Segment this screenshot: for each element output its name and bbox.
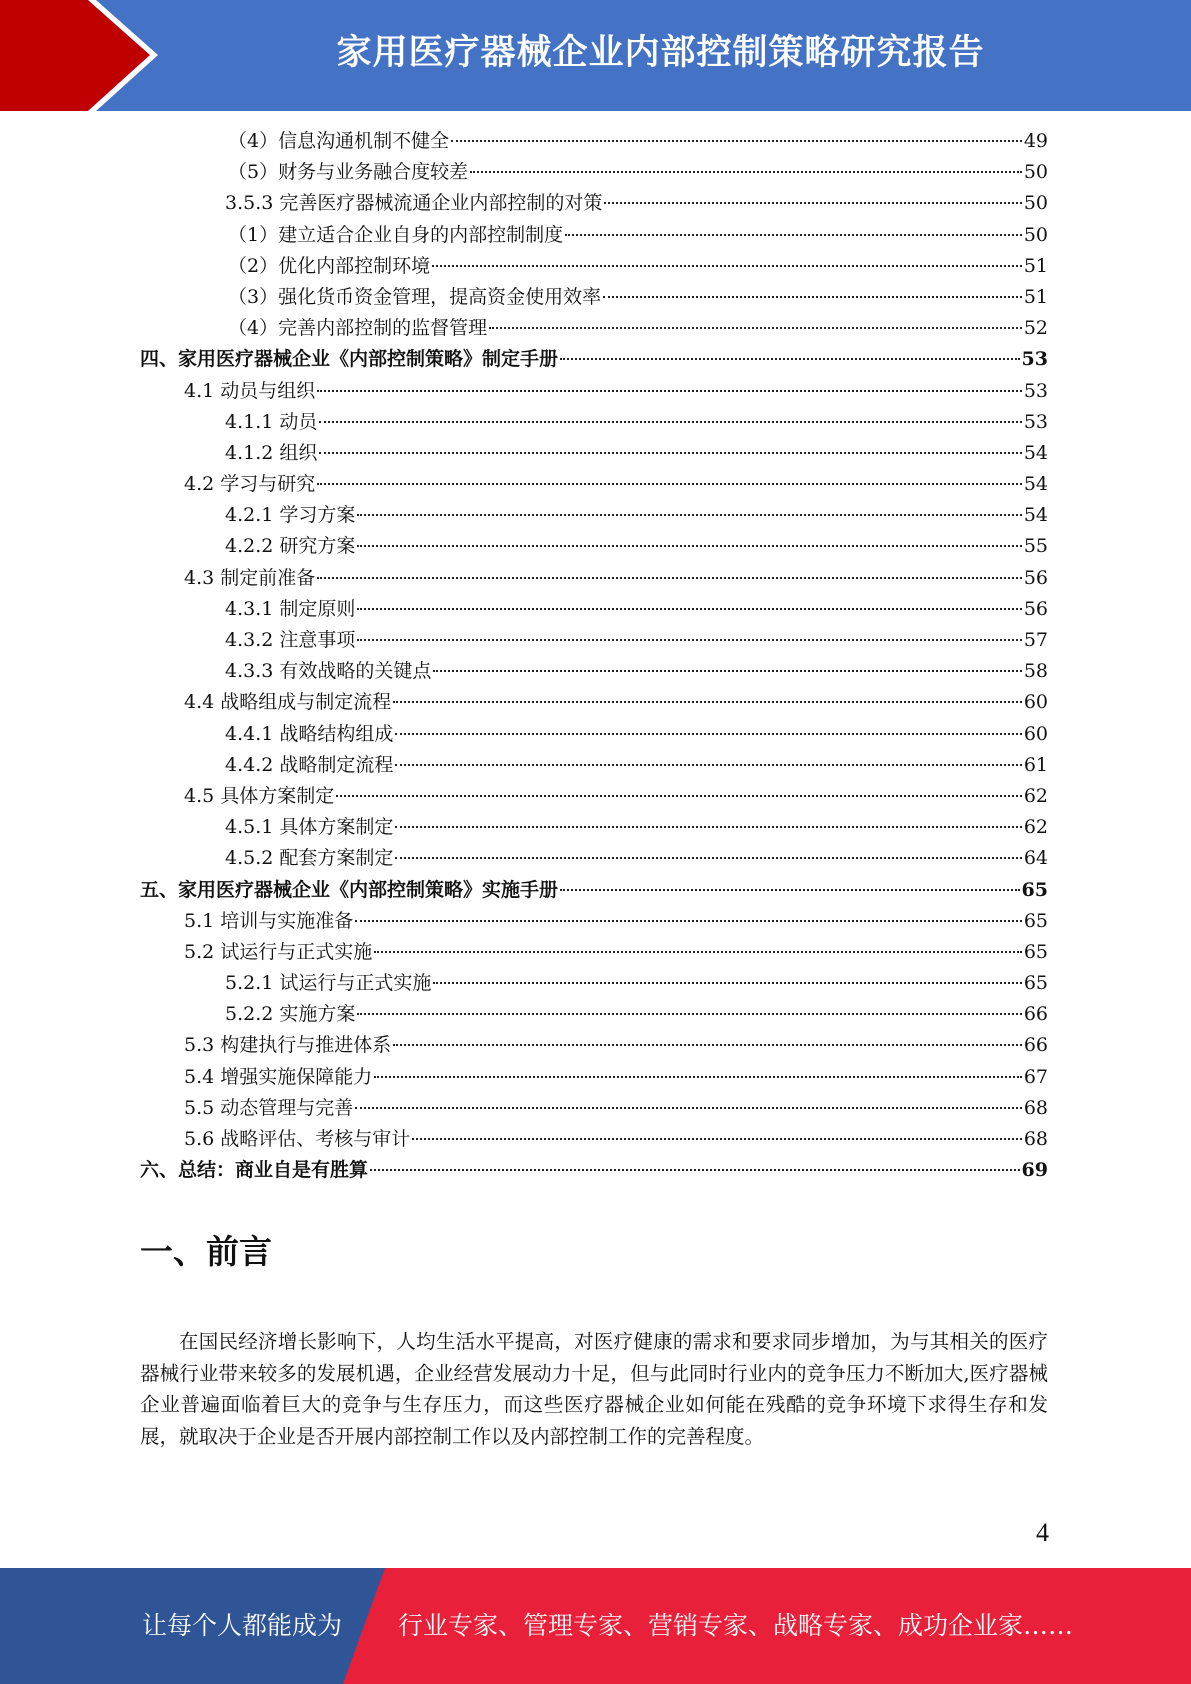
toc-entry-page: 68 — [1023, 1096, 1048, 1119]
toc-dot-leader — [395, 764, 1021, 766]
toc-entry-title: 六、总结：商业自是有胜算 — [140, 1159, 369, 1182]
intro-paragraph: 在国民经济增长影响下，人均生活水平提高，对医疗健康的需求和要求同步增加，为与其相关的医疗器械行业带来较多的发展机遇，企业经营发展动力十足，但与此同时行业内的竞争压力不断加大,医疗器械企业普遍面临着巨大的竞争与生存压力，而这些医疗器械企业如何能在残酷的竞争环境下求得生存和发展，就取决于企业是否开展内部控制工作以及内部控制工作的完善程度。 — [140, 1330, 1048, 1448]
toc-entry-title: 5.5 动态管理与完善 — [184, 1096, 354, 1119]
toc-entry-page: 69 — [1021, 1159, 1048, 1182]
toc-entry-page: 62 — [1023, 784, 1048, 807]
toc-entry-title: 5.3 构建执行与推进体系 — [184, 1034, 392, 1057]
toc-entry[interactable] — [140, 1062, 1048, 1093]
toc-entry-title: （2）优化内部控制环境 — [228, 254, 431, 277]
toc-entry[interactable] — [140, 438, 1048, 469]
toc-entry[interactable] — [140, 376, 1048, 407]
toc-dot-leader — [395, 826, 1021, 828]
toc-entry-title: 4.1 动员与组织 — [184, 379, 316, 402]
toc-dot-leader — [357, 639, 1021, 641]
toc-entry[interactable] — [140, 220, 1048, 251]
toc-dot-leader — [433, 670, 1021, 672]
page-footer — [0, 1568, 1191, 1684]
toc-entry[interactable] — [140, 594, 1048, 625]
table-of-contents — [140, 126, 1048, 1186]
toc-entry[interactable] — [140, 906, 1048, 937]
toc-dot-leader — [357, 545, 1021, 547]
toc-entry[interactable] — [140, 781, 1048, 812]
section-heading: 一、前言 — [140, 1232, 272, 1271]
toc-entry-title: 五、家用医疗器械企业《内部控制策略》实施手册 — [140, 878, 559, 901]
toc-dot-leader — [560, 358, 1020, 360]
toc-dot-leader — [565, 234, 1022, 236]
toc-entry[interactable] — [140, 313, 1048, 344]
toc-dot-leader — [355, 920, 1022, 922]
toc-entry-title: 5.2 试运行与正式实施 — [184, 940, 373, 963]
toc-entry[interactable] — [140, 656, 1048, 687]
toc-entry[interactable] — [140, 126, 1048, 157]
toc-entry-page: 57 — [1023, 629, 1048, 651]
footer-slogan-left: 让每个人都能成为 — [142, 1611, 343, 1640]
toc-entry-title: 4.2.2 研究方案 — [225, 535, 356, 558]
footer-slogan-right: 行业专家、管理专家、营销专家、战略专家、成功企业家…… — [398, 1611, 1074, 1640]
toc-dot-leader — [336, 795, 1022, 797]
toc-dot-leader — [357, 514, 1021, 516]
toc-entry-title: 5.6 战略评估、考核与审计 — [184, 1128, 411, 1150]
toc-entry-page: 66 — [1023, 1003, 1048, 1026]
toc-dot-leader — [560, 889, 1020, 891]
toc-entry-title: （4）完善内部控制的监督管理 — [228, 317, 488, 340]
toc-entry-title: 4.4.2 战略制定流程 — [225, 753, 394, 776]
toc-entry-title: 5.2.1 试运行与正式实施 — [225, 972, 432, 995]
toc-dot-leader — [451, 140, 1022, 142]
toc-dot-leader — [374, 951, 1022, 953]
toc-entry[interactable] — [140, 188, 1048, 219]
toc-entry-page: 66 — [1023, 1034, 1048, 1057]
toc-entry-page: 62 — [1023, 816, 1048, 839]
toc-entry[interactable] — [140, 251, 1048, 282]
toc-dot-leader — [604, 202, 1021, 204]
toc-dot-leader — [412, 1138, 1022, 1140]
toc-entry-title: 四、家用医疗器械企业《内部控制策略》制定手册 — [140, 348, 559, 371]
page-number: 4 — [1036, 1518, 1049, 1547]
toc-entry[interactable] — [140, 875, 1048, 906]
toc-entry-page: 65 — [1023, 972, 1048, 995]
toc-entry-title: 4.2.1 学习方案 — [225, 504, 356, 527]
toc-entry-title: 4.3.2 注意事项 — [225, 629, 356, 651]
toc-entry-page: 54 — [1023, 441, 1048, 464]
toc-entry-page: 56 — [1023, 597, 1048, 620]
toc-entry-page: 68 — [1023, 1128, 1048, 1150]
toc-entry-title: 5.1 培训与实施准备 — [184, 909, 354, 932]
toc-entry-page: 55 — [1023, 535, 1048, 558]
toc-entry-title: 3.5.3 完善医疗器械流通企业内部控制的对策 — [225, 192, 603, 215]
toc-entry[interactable] — [140, 625, 1048, 656]
toc-entry-page: 54 — [1023, 473, 1048, 496]
toc-entry[interactable] — [140, 1093, 1048, 1124]
toc-entry-page: 61 — [1023, 753, 1048, 776]
toc-entry-title: 4.4.1 战略结构组成 — [225, 722, 394, 745]
toc-dot-leader — [319, 421, 1021, 423]
toc-entry[interactable] — [140, 469, 1048, 500]
toc-entry-page: 51 — [1023, 285, 1048, 308]
toc-dot-leader — [393, 701, 1022, 703]
toc-dot-leader — [374, 1076, 1022, 1078]
toc-entry-page: 65 — [1021, 878, 1048, 901]
toc-entry-title: 4.1.2 组织 — [225, 441, 318, 464]
toc-dot-leader — [433, 982, 1021, 984]
toc-entry-title: 4.5.2 配套方案制定 — [225, 847, 394, 870]
toc-entry-title: 4.4 战略组成与制定流程 — [184, 691, 392, 714]
toc-entry[interactable] — [140, 968, 1048, 999]
toc-dot-leader — [357, 1013, 1021, 1015]
toc-entry-page: 51 — [1023, 254, 1048, 277]
toc-dot-leader — [470, 171, 1022, 173]
toc-entry-title: 4.1.1 动员 — [225, 410, 318, 433]
toc-entry-title: 5.4 增强实施保障能力 — [184, 1065, 373, 1088]
toc-entry[interactable] — [140, 157, 1048, 188]
toc-dot-leader — [395, 857, 1021, 859]
toc-entry-title: 4.5.1 具体方案制定 — [225, 816, 394, 839]
toc-entry-title: 5.2.2 实施方案 — [225, 1003, 356, 1026]
toc-entry-page: 50 — [1023, 161, 1048, 184]
toc-entry-page: 53 — [1021, 348, 1048, 371]
toc-dot-leader — [319, 452, 1021, 454]
toc-entry[interactable] — [140, 407, 1048, 438]
toc-entry-title: 4.3.3 有效战略的关键点 — [225, 660, 432, 683]
toc-dot-leader — [317, 390, 1022, 392]
toc-entry-page: 52 — [1023, 317, 1048, 340]
toc-entry-page: 65 — [1023, 940, 1048, 963]
toc-entry[interactable] — [140, 719, 1048, 750]
toc-dot-leader — [317, 483, 1022, 485]
toc-entry-page: 54 — [1023, 504, 1048, 527]
toc-dot-leader — [489, 327, 1022, 329]
toc-entry[interactable] — [140, 999, 1048, 1030]
toc-entry-page: 49 — [1023, 130, 1048, 152]
toc-entry-page: 64 — [1023, 847, 1048, 870]
toc-entry-title: （4）信息沟通机制不健全 — [228, 130, 450, 152]
toc-entry[interactable] — [140, 531, 1048, 562]
toc-entry[interactable] — [140, 812, 1048, 843]
toc-dot-leader — [357, 608, 1021, 610]
toc-entry[interactable] — [140, 843, 1048, 874]
toc-dot-leader — [395, 733, 1021, 735]
toc-dot-leader — [603, 296, 1022, 298]
toc-entry-page: 56 — [1023, 566, 1048, 589]
toc-entry-page: 60 — [1023, 691, 1048, 714]
toc-dot-leader — [370, 1169, 1020, 1171]
toc-entry-title: （1）建立适合企业自身的内部控制制度 — [228, 223, 564, 246]
page-header — [0, 0, 1191, 111]
toc-entry[interactable] — [140, 1155, 1048, 1186]
toc-entry-page: 53 — [1023, 379, 1048, 402]
toc-entry[interactable] — [140, 687, 1048, 718]
toc-entry[interactable] — [140, 282, 1048, 313]
toc-entry-page: 50 — [1023, 192, 1048, 215]
toc-entry[interactable] — [140, 937, 1048, 968]
toc-entry-title: 4.2 学习与研究 — [184, 473, 316, 496]
toc-entry-title: （3）强化货币资金管理，提高资金使用效率 — [228, 285, 602, 308]
toc-entry[interactable] — [140, 344, 1048, 375]
toc-entry[interactable] — [140, 563, 1048, 594]
toc-entry-page: 67 — [1023, 1065, 1048, 1088]
toc-dot-leader — [432, 265, 1022, 267]
toc-entry-page: 53 — [1023, 410, 1048, 433]
toc-entry-title: 4.3 制定前准备 — [184, 566, 316, 589]
toc-entry[interactable] — [140, 1124, 1048, 1155]
toc-entry-page: 65 — [1023, 909, 1048, 932]
toc-dot-leader — [317, 577, 1022, 579]
toc-entry[interactable] — [140, 1030, 1048, 1061]
toc-entry-title: （5）财务与业务融合度较差 — [228, 161, 469, 184]
toc-entry[interactable] — [140, 500, 1048, 531]
header-title: 家用医疗器械企业内部控制策略研究报告 — [336, 33, 985, 73]
toc-entry-page: 50 — [1023, 223, 1048, 246]
toc-entry-page: 58 — [1023, 660, 1048, 683]
toc-entry[interactable] — [140, 750, 1048, 781]
toc-entry-title: 4.5 具体方案制定 — [184, 784, 335, 807]
toc-entry-page: 60 — [1023, 722, 1048, 745]
toc-dot-leader — [355, 1107, 1022, 1109]
toc-entry-title: 4.3.1 制定原则 — [225, 597, 356, 620]
toc-dot-leader — [393, 1044, 1022, 1046]
